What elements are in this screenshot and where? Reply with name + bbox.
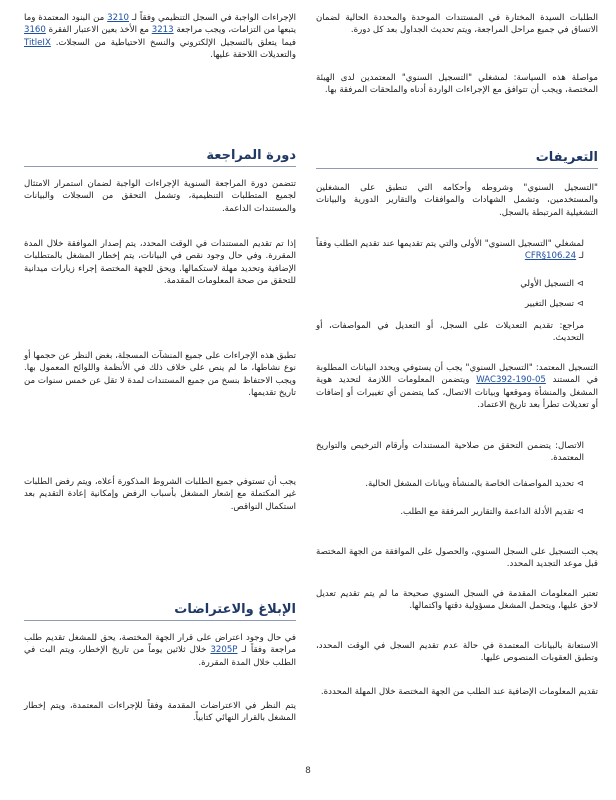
definition-item-2: ⊳ تسجيل التغيير (316, 298, 598, 310)
additional-info-paragraph: تقديم المعلومات الإضافية عند الطلب من الجهة المختصة خلال المهلة المحددة. (320, 687, 598, 697)
policy-3160-link[interactable]: 3160 (24, 25, 46, 36)
bullet-item-1: ⊳ تحديد المواصفات الخاصة بالمنشأة وبيانات المشغل الحالية. (316, 478, 598, 490)
bullet-item-2: ⊳ تقديم الأدلة الداعمة والتقارير المرفقة مع الطلب. (316, 506, 598, 518)
definition-changes: مراجع: تقديم التعديلات على السجل، أو التعديل في المواصفات، أو التحديث. (316, 321, 584, 344)
registration-paragraph: يجب التسجيل على السجل السنوي، والحصول على الموافقة من الجهة المختصة قبل موعد التجديد المحدد. (316, 547, 598, 570)
late-submission-paragraph: الاستعانة بالبيانات المعتمدة في حالة عدم تقديم السجل في الوقت المحدد، وتطبق العقوبات المنصوص عليها. (316, 641, 598, 664)
references-paragraph: الإجراءات الواجبة في السجل التنظيمي وفقاً لـ 3210 من البنود المعتمدة وما يتبعها من التزامات، ويجب مراجعة 3213 مع الأخذ بعين الاعتبار الفقرة 3160 فيما يتعلق بالتسجيل الإلكتروني والنسخ الاحتياطية من السجلات. TitleIX والتعديلات اللاحقة عليها. (24, 13, 297, 60)
section-heading-definitions: التعريفات (535, 150, 598, 165)
heading-rule-3 (24, 620, 296, 621)
wac-reference-link[interactable]: WAC392-190-05 (476, 375, 546, 386)
page-number: 8 (305, 766, 311, 776)
definitions-paragraph: "التسجيل السنوي" وشروطه وأحكامه التي تنطبق على المشغلين والمستخدمين، وتشمل الشهادات والموافقات والتقارير الدورية والبيانات التشغيلية المرتبطة بالسجل. (316, 183, 598, 218)
cfr-reference-link[interactable]: CFR§106.24 (524, 251, 577, 262)
policy-3210-link[interactable]: 3210 (107, 13, 130, 23)
review-paragraph-2: إذا تم تقديم المستندات في الوقت المحدد، يتم إصدار الموافقة خلال المدة المقررة. وفي حال وجود نقص في البيانات، يتم إخطار المشغل بالمتطلبات الإضافية وتحديد مهلة لاستكمالها. ويحق للجهة المختصة إجراء زيارات ميدانية للتحقق من صحة المعلومات المقدمة. (24, 239, 296, 286)
title-ix-link[interactable]: TitleIX (24, 37, 51, 48)
definition-item-1: ⊳ التسجيل الأولي (316, 278, 598, 290)
definition-initial: لمشغلي "التسجيل السنوي" الأولى والتي يتم تقديمها عند تقديم الطلب وفقاً لـ CFR§106.24 (316, 239, 584, 262)
review-paragraph-3: تطبق هذه الإجراءات على جميع المنشآت المسجلة، بغض النظر عن حجمها أو نوع نشاطها، ما لم ينص على خلاف ذلك في الأنظمة واللوائح المعمول بها. ويجب الاحتفاظ بنسخ من جميع المستندات لمدة لا تقل عن خمس سنوات من تاريخ تقديمها. (24, 351, 296, 398)
section-heading-review-cycle: دورة المراجعة (206, 148, 296, 163)
section-heading-appeals: الإبلاغ والاعتراضات (174, 602, 296, 617)
contact-paragraph: الاتصال: يتضمن التحقق من صلاحية المستندات وأرقام الترخيص والتواريخ المعتمدة. (316, 441, 584, 464)
appeals-paragraph-1: في حال وجود اعتراض على قرار الجهة المختصة، يحق للمشغل تقديم طلب مراجعة وفقاً لـ 3205P خلال ثلاثين يوماً من تاريخ الإخطار، ويتم البت في الطلب خلال المدة المقررة. (24, 633, 297, 668)
policy-3213-link[interactable]: 3213 (151, 25, 174, 36)
review-paragraph-1: تتضمن دورة المراجعة السنوية الإجراءات الواجبة لضمان استمرار الامتثال لجميع المتطلبات التنظيمية، وتشمل التحقق من السجلات والبيانات والمستندات الداعمة. (24, 179, 296, 214)
information-paragraph: تعتبر المعلومات المقدمة في السجل السنوي صحيحة ما لم يتم تقديم تعديل لاحق عليها، ويتحمل المشغل مسؤولية دقتها واكتمالها. (316, 589, 598, 612)
heading-rule-2 (24, 166, 296, 167)
intro-paragraph-2: مواصلة هذه السياسة: لمشغلي "التسجيل السنوي" المعتمدين لدى الهيئة المختصة، ويجب أن تتوافق مع الإجراءات الواردة أدناه والملحقات المرفقة بها. (316, 73, 598, 96)
appeals-paragraph-2: يتم النظر في الاعتراضات المقدمة وفقاً للإجراءات المعتمدة، ويتم إخطار المشغل بالقرار النهائي كتابياً. (24, 701, 296, 724)
heading-rule (316, 168, 598, 169)
approved-registration-paragraph: التسجيل المعتمد: "التسجيل السنوي" يجب أن يستوفي ويحدد البيانات المطلوبة في المستند WAC392-190-05 ويتضمن المعلومات اللازمة لتحديد هوية المشغل والمنشأة وموقعها وبيانات الاتصال، كما يتضمن أي تغييرات أو إضافات أو تعديلات تطرأ بعد تاريخ الاعتماد. (316, 363, 598, 410)
intro-paragraph: الطلبات السيدة المختارة في المستندات الموحدة والمحددة الحالية لضمان الاتساق في جميع مراحل المراجعة، ويتم تحديث الجداول بعد كل دورة. (316, 13, 598, 36)
review-paragraph-4: يجب أن تستوفي جميع الطلبات الشروط المذكورة أعلاه، ويتم رفض الطلبات غير المكتملة مع إشعار المشغل بأسباب الرفض وإمكانية إعادة التقديم بعد استكمال النواقص. (24, 477, 296, 512)
policy-3205p-link[interactable]: 3205P (210, 645, 238, 656)
